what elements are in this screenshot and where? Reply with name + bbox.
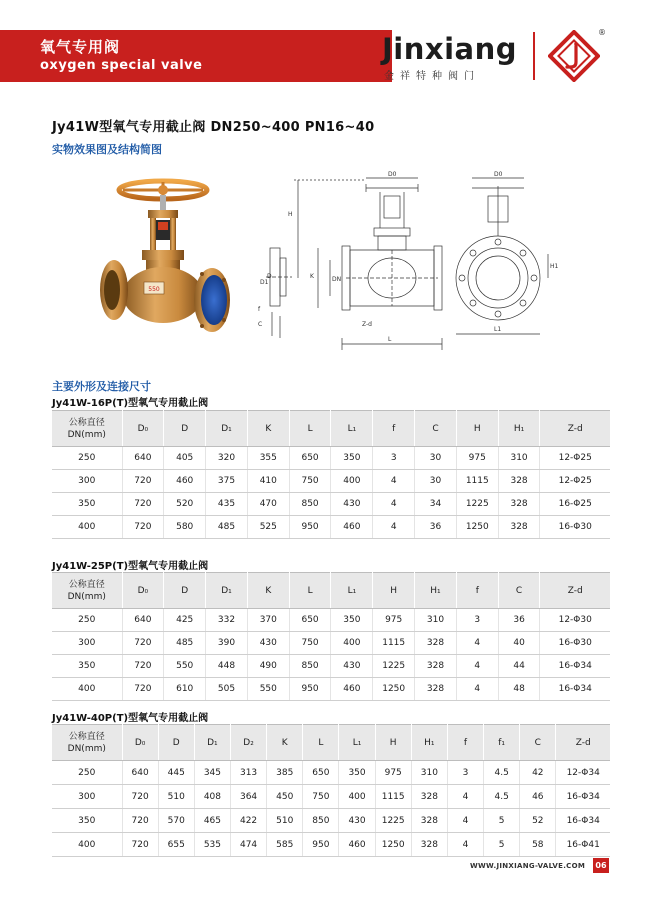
- product-subtitle: 实物效果图及结构简图: [52, 143, 162, 156]
- table-cell: 1250: [373, 678, 415, 701]
- header-cell: K: [267, 725, 303, 761]
- table-cell: 16-Φ34: [556, 809, 610, 833]
- table-cell: 310: [498, 447, 540, 470]
- header-cell: Z-d: [540, 411, 610, 447]
- table-cell: 950: [303, 833, 339, 857]
- header-cell: K: [247, 573, 289, 609]
- table-cell: 400: [331, 632, 373, 655]
- header-cell: L₁: [331, 411, 373, 447]
- table-cell: 250: [52, 761, 122, 785]
- table-cell: 4: [447, 809, 483, 833]
- header-cell: D₀: [122, 411, 164, 447]
- table-cell: 328: [411, 785, 447, 809]
- label-k: K: [310, 273, 314, 280]
- header-cell: Z-d: [556, 725, 610, 761]
- table-cell: 4: [373, 493, 415, 516]
- header-cell: f: [447, 725, 483, 761]
- table-cell: 975: [375, 761, 411, 785]
- table-cell: 46: [520, 785, 556, 809]
- brand-name: Jinxiang: [382, 32, 517, 66]
- header-cell: K: [247, 411, 289, 447]
- header-dn-line: DN(mm): [67, 743, 106, 754]
- table-cell: 375: [206, 470, 248, 493]
- table-row: [52, 516, 610, 539]
- table-cell: 450: [267, 785, 303, 809]
- table-row: [52, 655, 610, 678]
- table-cell: 490: [247, 655, 289, 678]
- table-cell: 430: [331, 655, 373, 678]
- footer-website: WWW.JINXIANG-VALVE.COM: [470, 862, 586, 870]
- brand-divider: [533, 32, 535, 80]
- table-cell: 12-Φ30: [540, 609, 610, 632]
- header-dn-line: 公称直径: [68, 417, 105, 428]
- header-cell: Z-d: [540, 573, 610, 609]
- table-cell: 350: [52, 655, 122, 678]
- table-cell: 650: [303, 761, 339, 785]
- label-l: L: [388, 336, 392, 343]
- table-cell: 720: [122, 493, 164, 516]
- page-header: [0, 30, 660, 82]
- table-cell: 30: [415, 447, 457, 470]
- table-cell: 40: [498, 632, 540, 655]
- header-cell: D₁: [194, 725, 230, 761]
- table-cell: 3: [447, 761, 483, 785]
- header-cell: D: [158, 725, 194, 761]
- table-cell: 48: [498, 678, 540, 701]
- table-cell: 310: [411, 761, 447, 785]
- dimensions-section-heading: 主要外形及连接尺寸: [52, 380, 151, 393]
- label-h: H: [288, 211, 293, 218]
- table-cell: 4: [456, 632, 498, 655]
- table-cell: 485: [164, 632, 206, 655]
- table-cell: 1115: [375, 785, 411, 809]
- table-cell: 550: [247, 678, 289, 701]
- table-cell: 328: [415, 632, 457, 655]
- table-cell: 350: [331, 447, 373, 470]
- header-cell: H: [375, 725, 411, 761]
- table-cell: 720: [122, 809, 158, 833]
- table-cell: 975: [456, 447, 498, 470]
- table-cell: 720: [122, 833, 158, 857]
- header-cell: f: [373, 411, 415, 447]
- table-cell: 328: [411, 833, 447, 857]
- table-cell: 400: [52, 833, 122, 857]
- table-cell: 16-Φ34: [540, 655, 610, 678]
- header-dn-line: DN(mm): [67, 591, 106, 602]
- table-cell: 720: [122, 678, 164, 701]
- table-cell: 350: [52, 493, 122, 516]
- table-cell: 4: [373, 470, 415, 493]
- table-3-title: Jy41W-40P(T)型氧气专用截止阀: [52, 713, 209, 724]
- table-cell: 448: [206, 655, 248, 678]
- table-cell: 250: [52, 609, 122, 632]
- table-cell: 720: [122, 516, 164, 539]
- table-cell: 445: [158, 761, 194, 785]
- header-cell: L: [303, 725, 339, 761]
- table-cell: 328: [498, 493, 540, 516]
- label-zd: Z-d: [362, 321, 372, 328]
- table-header-row: [52, 573, 610, 609]
- table-cell: 640: [122, 609, 164, 632]
- table-cell: 16-Φ25: [540, 493, 610, 516]
- table-cell: 720: [122, 470, 164, 493]
- table-row: [52, 447, 610, 470]
- table-cell: 535: [194, 833, 230, 857]
- spec-table-40p: [52, 724, 610, 857]
- table-cell: 3: [456, 609, 498, 632]
- table-cell: 328: [411, 809, 447, 833]
- header-cell: f: [456, 573, 498, 609]
- table-cell: 460: [331, 678, 373, 701]
- table-cell: 460: [164, 470, 206, 493]
- table-cell: 350: [52, 809, 122, 833]
- table-cell: 350: [331, 609, 373, 632]
- brand-name-cn: 金祥特种阀门: [384, 71, 480, 82]
- table-cell: 328: [415, 655, 457, 678]
- registered-mark: ®: [598, 28, 606, 37]
- table-cell: 36: [498, 609, 540, 632]
- table-cell: 52: [520, 809, 556, 833]
- header-cell: f₁: [484, 725, 520, 761]
- table-cell: 350: [339, 761, 375, 785]
- table-cell: 310: [415, 609, 457, 632]
- structure-drawing: [258, 166, 558, 352]
- label-h1: H1: [550, 263, 558, 270]
- label-c: C: [258, 321, 263, 328]
- table-cell: 400: [52, 516, 122, 539]
- header-cell: L₁: [331, 573, 373, 609]
- table-2-title: Jy41W-25P(T)型氧气专用截止阀: [52, 561, 209, 572]
- header-cell: L₁: [339, 725, 375, 761]
- table-cell: 640: [122, 447, 164, 470]
- table-cell: 485: [206, 516, 248, 539]
- table-cell: 425: [164, 609, 206, 632]
- table-cell: 750: [303, 785, 339, 809]
- table-cell: 465: [194, 809, 230, 833]
- product-title: Jy41W型氧气专用截止阀 DN250~400 PN16~40: [52, 120, 375, 135]
- label-d0-side: D0: [494, 171, 503, 178]
- table-cell: 505: [206, 678, 248, 701]
- table-cell: 460: [331, 516, 373, 539]
- table-cell: 12-Φ25: [540, 470, 610, 493]
- table-row: [52, 809, 610, 833]
- page-number: 06: [593, 858, 609, 873]
- table-cell: 4.5: [484, 761, 520, 785]
- table-cell: 30: [415, 470, 457, 493]
- header-dn-line: 公称直径: [68, 731, 105, 742]
- brand-logo-icon: [548, 30, 600, 82]
- table-cell: 405: [164, 447, 206, 470]
- label-l1: L1: [494, 326, 502, 333]
- header-cell: C: [415, 411, 457, 447]
- table-cell: 3: [373, 447, 415, 470]
- body-plate-text: 550: [148, 286, 160, 293]
- table-cell: 1115: [373, 632, 415, 655]
- label-d: D: [267, 273, 272, 280]
- header-cell: H: [373, 573, 415, 609]
- table-cell: 570: [158, 809, 194, 833]
- table-cell: 510: [158, 785, 194, 809]
- table-cell: 650: [289, 609, 331, 632]
- header-category-cn: 氧气专用阀: [40, 38, 121, 56]
- table-cell: 950: [289, 678, 331, 701]
- header-cell: D₀: [122, 573, 164, 609]
- table-cell: 36: [415, 516, 457, 539]
- header-cell-dn: [52, 573, 122, 609]
- table-cell: 408: [194, 785, 230, 809]
- header-dn-line: DN(mm): [67, 429, 106, 440]
- table-cell: 850: [289, 655, 331, 678]
- table-cell: 385: [267, 761, 303, 785]
- table-cell: 12-Φ34: [556, 761, 610, 785]
- table-cell: 5: [484, 809, 520, 833]
- table-cell: 550: [164, 655, 206, 678]
- table-cell: 430: [339, 809, 375, 833]
- table-cell: 655: [158, 833, 194, 857]
- table-cell: 300: [52, 470, 122, 493]
- table-cell: 4: [447, 833, 483, 857]
- table-cell: 1250: [375, 833, 411, 857]
- table-cell: 720: [122, 655, 164, 678]
- table-cell: 520: [164, 493, 206, 516]
- table-cell: 370: [247, 609, 289, 632]
- label-dn: DN: [332, 276, 342, 283]
- table-row: [52, 761, 610, 785]
- table-cell: 313: [230, 761, 266, 785]
- table-row: [52, 609, 610, 632]
- table-row: [52, 632, 610, 655]
- valve-photo: [92, 170, 234, 340]
- table-cell: 580: [164, 516, 206, 539]
- table-cell: 4.5: [484, 785, 520, 809]
- table-cell: 610: [164, 678, 206, 701]
- table-cell: 4: [456, 678, 498, 701]
- table-cell: 850: [303, 809, 339, 833]
- table-cell: 510: [267, 809, 303, 833]
- table-cell: 12-Φ25: [540, 447, 610, 470]
- table-cell: 364: [230, 785, 266, 809]
- table-cell: 42: [520, 761, 556, 785]
- spec-table-16p: [52, 410, 610, 539]
- header-cell: L: [289, 573, 331, 609]
- table-cell: 430: [331, 493, 373, 516]
- table-cell: 5: [484, 833, 520, 857]
- table-cell: 1225: [456, 493, 498, 516]
- table-cell: 430: [247, 632, 289, 655]
- table-cell: 34: [415, 493, 457, 516]
- table-cell: 16-Φ34: [540, 678, 610, 701]
- table-cell: 435: [206, 493, 248, 516]
- table-row: [52, 493, 610, 516]
- table-row: [52, 470, 610, 493]
- table-cell: 332: [206, 609, 248, 632]
- table-cell: 850: [289, 493, 331, 516]
- table-cell: 1225: [373, 655, 415, 678]
- table-row: [52, 678, 610, 701]
- table-cell: 750: [289, 470, 331, 493]
- table-cell: 975: [373, 609, 415, 632]
- label-f: f: [258, 306, 261, 313]
- table-cell: 250: [52, 447, 122, 470]
- table-row: [52, 785, 610, 809]
- table-cell: 470: [247, 493, 289, 516]
- header-category-en: oxygen special valve: [40, 58, 203, 73]
- table-cell: 4: [373, 516, 415, 539]
- table-cell: 16-Φ41: [556, 833, 610, 857]
- header-cell-dn: [52, 411, 122, 447]
- table-cell: 1225: [375, 809, 411, 833]
- header-cell: D₀: [122, 725, 158, 761]
- table-cell: 1115: [456, 470, 498, 493]
- header-dn-line: 公称直径: [68, 579, 105, 590]
- table-cell: 474: [230, 833, 266, 857]
- table-cell: 16-Φ30: [540, 516, 610, 539]
- table-cell: 58: [520, 833, 556, 857]
- table-header-row: [52, 725, 610, 761]
- table-header-row: [52, 411, 610, 447]
- header-cell-dn: [52, 725, 122, 761]
- header-cell: C: [498, 573, 540, 609]
- table-cell: 950: [289, 516, 331, 539]
- table-cell: 750: [289, 632, 331, 655]
- header-cell: H₁: [415, 573, 457, 609]
- header-cell: D₁: [206, 573, 248, 609]
- header-cell: C: [520, 725, 556, 761]
- table-cell: 16-Φ34: [556, 785, 610, 809]
- header-cell: H₁: [411, 725, 447, 761]
- header-cell: D₂: [230, 725, 266, 761]
- header-cell: D: [164, 573, 206, 609]
- table-cell: 410: [247, 470, 289, 493]
- table-cell: 345: [194, 761, 230, 785]
- label-d0: D0: [388, 171, 397, 178]
- table-cell: 650: [289, 447, 331, 470]
- table-cell: 720: [122, 632, 164, 655]
- label-d1: D1: [260, 279, 269, 286]
- table-cell: 585: [267, 833, 303, 857]
- table-cell: 355: [247, 447, 289, 470]
- table-cell: 328: [415, 678, 457, 701]
- header-cell: D₁: [206, 411, 248, 447]
- header-cell: L: [289, 411, 331, 447]
- table-cell: 1250: [456, 516, 498, 539]
- spec-table-25p: [52, 572, 610, 701]
- table-cell: 422: [230, 809, 266, 833]
- table-cell: 300: [52, 632, 122, 655]
- table-1-title: Jy41W-16P(T)型氧气专用截止阀: [52, 398, 209, 409]
- table-cell: 525: [247, 516, 289, 539]
- table-cell: 300: [52, 785, 122, 809]
- table-cell: 390: [206, 632, 248, 655]
- table-cell: 4: [456, 655, 498, 678]
- header-cell: D: [164, 411, 206, 447]
- table-cell: 400: [339, 785, 375, 809]
- table-cell: 4: [447, 785, 483, 809]
- header-cell: H₁: [498, 411, 540, 447]
- table-cell: 720: [122, 785, 158, 809]
- table-cell: 328: [498, 516, 540, 539]
- table-cell: 460: [339, 833, 375, 857]
- table-row: [52, 833, 610, 857]
- table-cell: 44: [498, 655, 540, 678]
- table-cell: 400: [331, 470, 373, 493]
- table-cell: 400: [52, 678, 122, 701]
- table-cell: 328: [498, 470, 540, 493]
- table-cell: 16-Φ30: [540, 632, 610, 655]
- table-cell: 320: [206, 447, 248, 470]
- table-cell: 640: [122, 761, 158, 785]
- header-cell: H: [456, 411, 498, 447]
